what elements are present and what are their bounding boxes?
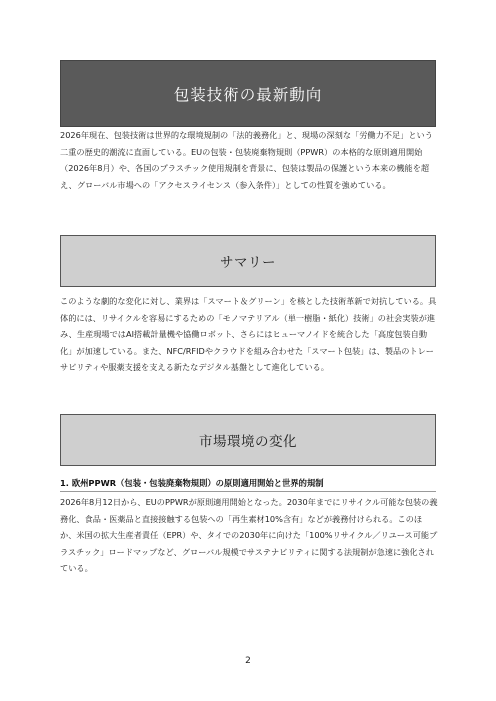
section-banner-packaging-trends (60, 60, 436, 127)
ppwr-paragraph: 2026年8月12日から、EUのPPWRが原則適用開始となった。2030年までにリサイクル可能な包装の義務化、食品・医薬品と直接接触する包装への「再生素材10%含有」などが義務付けられる。このほか、米国の拡大生産者責任（EPR）や、タイでの2030年に向けた「100%リサイクル／リユース可能プラスチック」ロードマップなど、グローバル規模でサステナビリティに関する法規制が急速に強化されている。 (60, 497, 438, 573)
summary-paragraph: このような劇的な変化に対し、業界は「スマート＆グリーン」を核とした技術革新で対抗している。具体的には、リサイクルを容易にするための「モノマテリアル（単一樹脂・紙化）技術」の社会実装が進み、生産現場ではAI搭載計量機や協働ロボット、さらにはヒューマノイドを統合した「高度包装自動化」が加速している。また、NFC/RFIDやクラウドを組み合わせた「スマート包装」は、製品のトレーサビリティや服薬支援を支える新たなデジタル基盤として進化している。 (60, 296, 437, 372)
section-title: 市場環境の変化 (199, 434, 297, 450)
section-title: サマリー (220, 255, 276, 271)
subsection-heading-ppwr: 1. 欧州PPWR（包装・包装廃棄物規則）の原則適用開始と世界的規制 (60, 478, 324, 488)
section-title: 包装技術の最新動向 (173, 85, 323, 104)
intro-paragraph: 2026年現在、包装技術は世界的な環境規制の「法的義務化」と、現場の深刻な「労働力不足」という二重の歴史的潮流に直面している。EUの包装・包装廃棄物規則（PPWR）の本格的な原則適用開始（2026年8月）や、各国のプラスチック使用規制を背景に、包装は製品の保護という本来の機能を超え、グローバル市場への「アクセスライセンス（参入条件）」としての性質を強めている。 (60, 130, 433, 190)
subsection-divider (60, 491, 436, 492)
page-number: 2 (245, 656, 251, 666)
section-banner-market-environment (60, 414, 436, 466)
section-banner-summary (60, 235, 436, 287)
